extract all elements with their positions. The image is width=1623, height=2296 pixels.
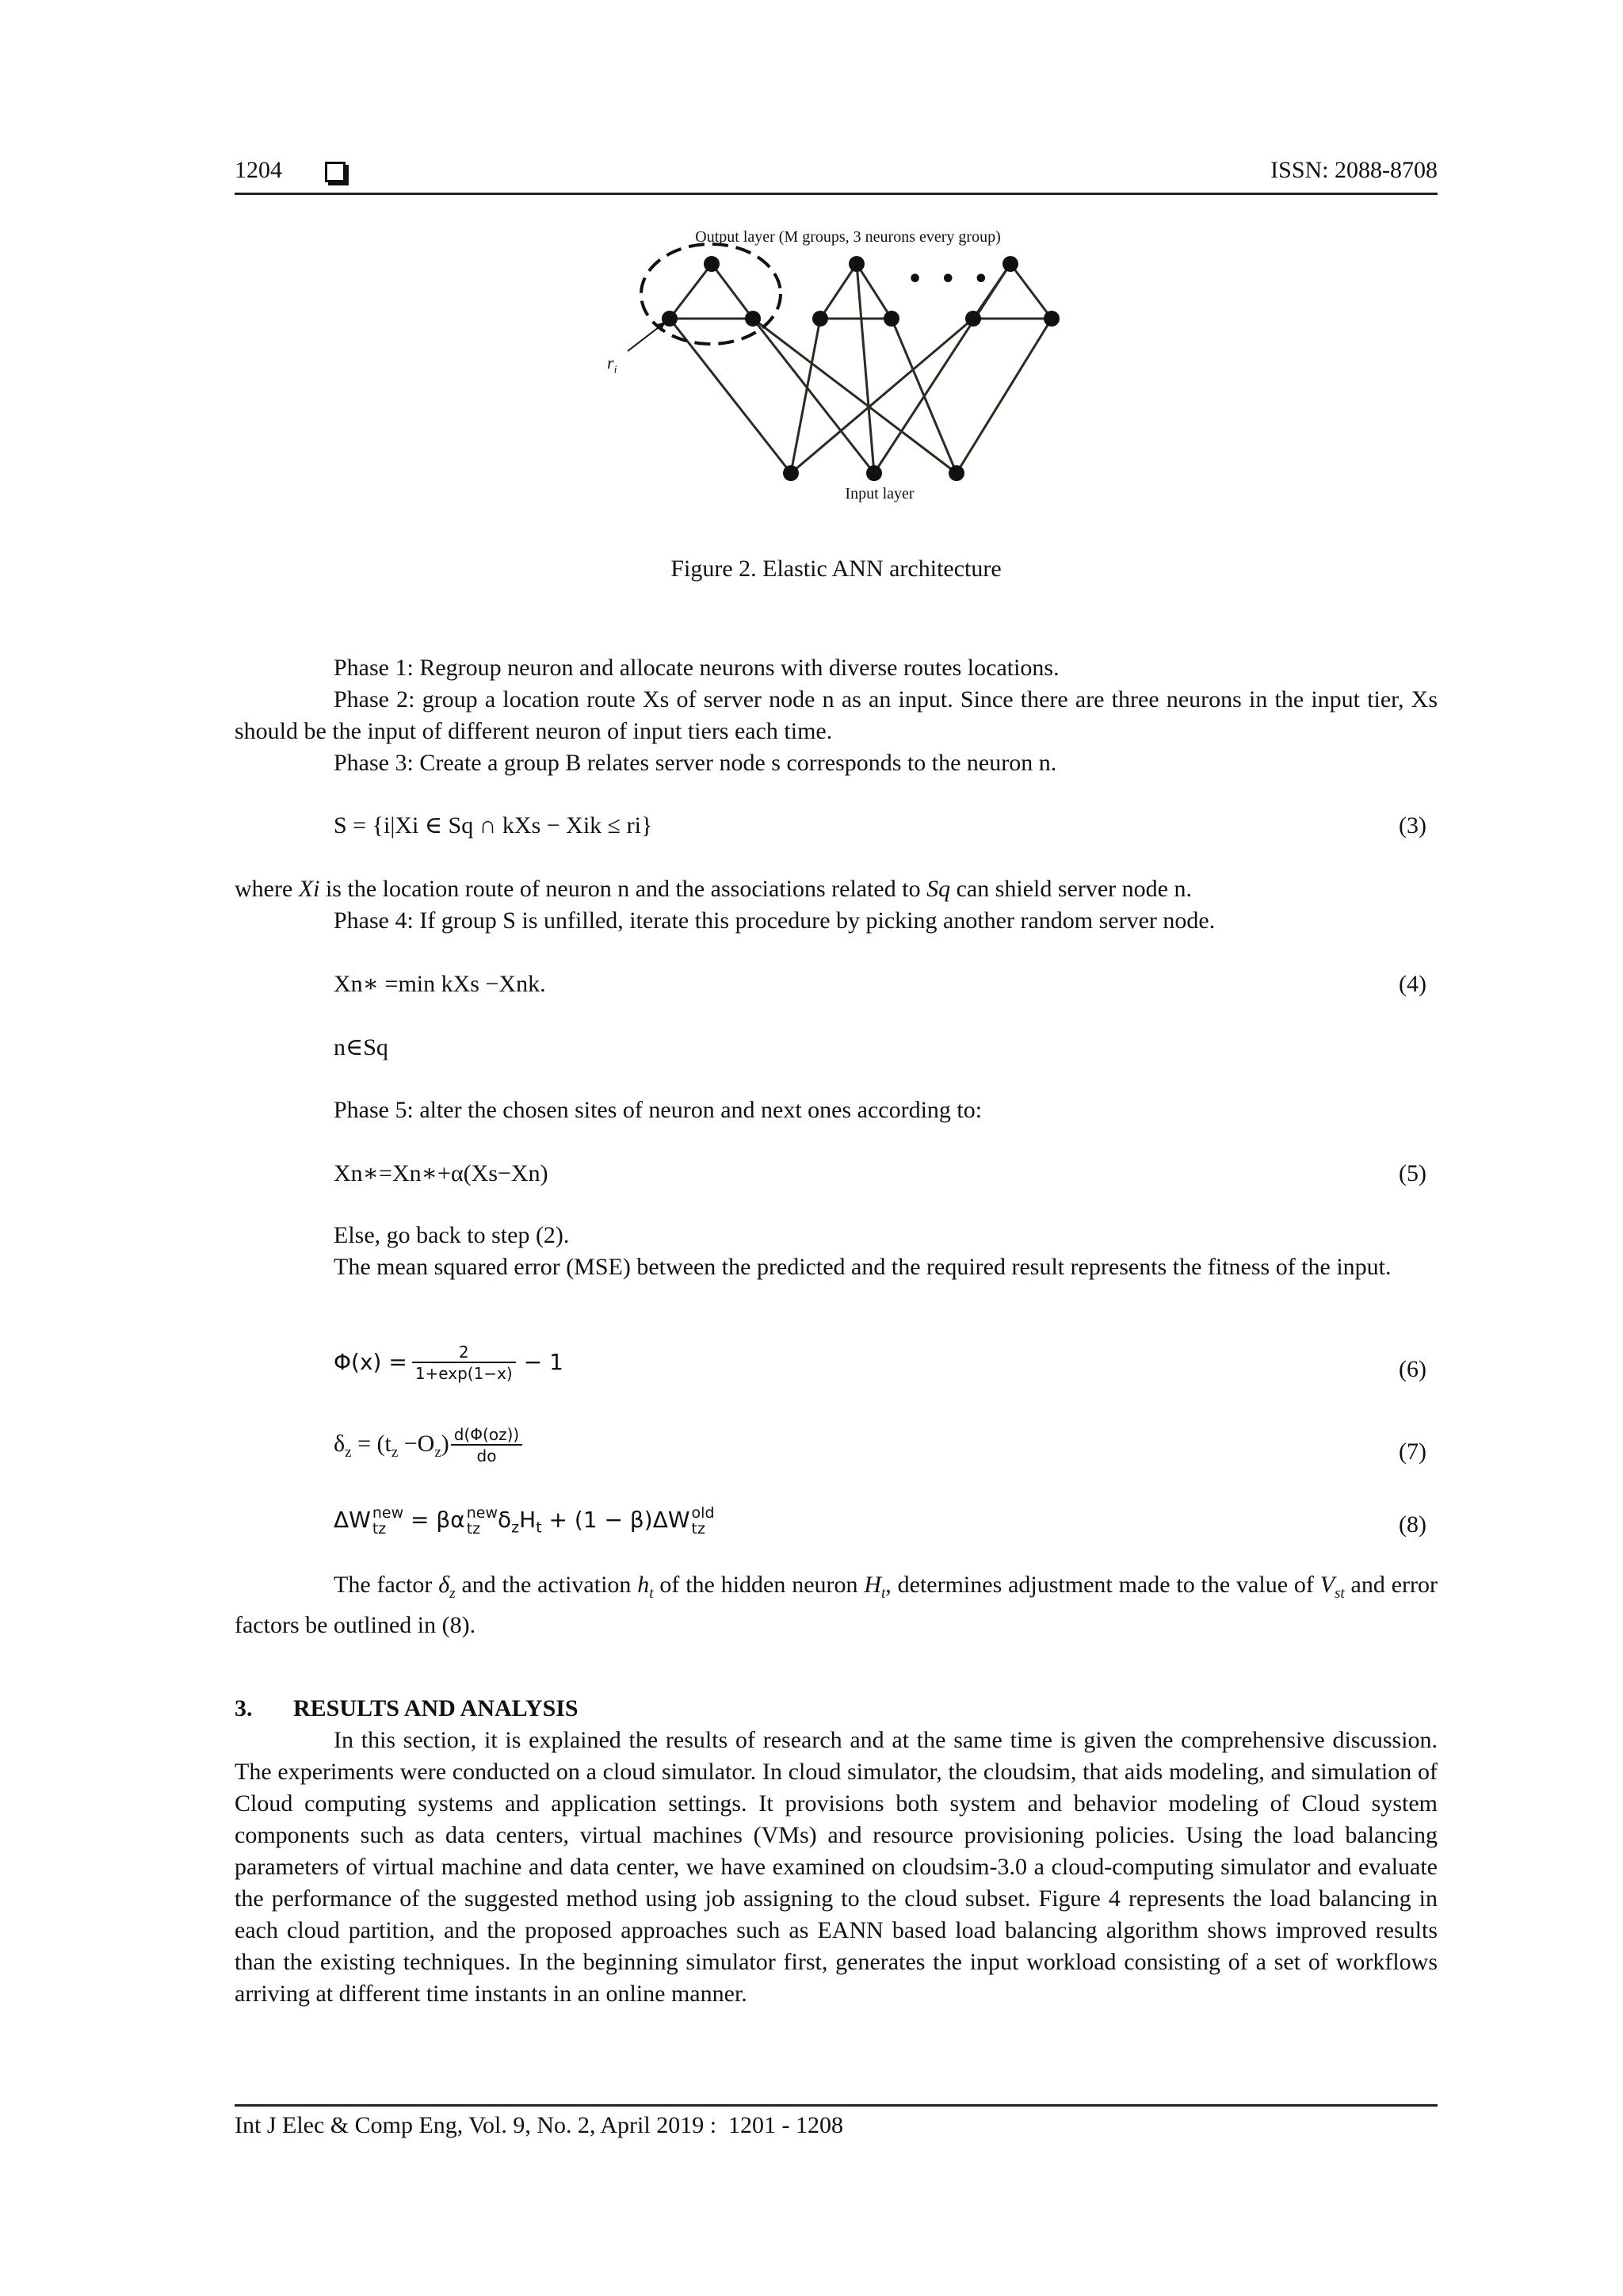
equation-3: S = {i|Xi ∈ Sq ∩ kXs − Xik ≤ ri} xyxy=(334,812,653,839)
phase-2: Phase 2: group a location route Xs of server node n as an input. Since there are three neurons in the input tier, Xs should be the input of different neuron of input tiers each time. xyxy=(235,686,1438,744)
figure-elastic-ann xyxy=(602,218,1078,511)
equation-4-number: (4) xyxy=(1399,971,1426,997)
phase-1: Phase 1: Regroup neuron and allocate neurons with diverse routes locations. xyxy=(334,655,1060,681)
phase-4: Phase 4: If group S is unfilled, iterate this procedure by picking another random server node. xyxy=(334,907,1216,934)
equation-5: Xn∗=Xn∗+α(Xs−Xn) xyxy=(334,1160,548,1186)
equation-8: ΔW new tz = βα new tz $\delta_zH_t + (1 - \beta)\Delta W$ old tz xyxy=(334,1504,715,1538)
square-icon xyxy=(325,162,346,182)
equation-4: Xn∗ =min kXs −Xnk. xyxy=(334,971,546,997)
equation-6: Φ(x) = $\frac{2}{1+\exp(1-x)}$ − 1 xyxy=(334,1343,563,1383)
page-number: 1204 xyxy=(235,157,282,183)
header-rule xyxy=(235,193,1438,195)
ellipsis-dots: • • • xyxy=(907,266,994,293)
output-layer-label: Output layer (M groups, 3 neurons every group) xyxy=(695,228,1001,246)
ri-label: $r_i$ xyxy=(607,353,617,376)
equation-3-number: (3) xyxy=(1399,812,1426,839)
else-text: Else, go back to step (2). xyxy=(334,1222,570,1248)
figure-caption: Figure 2. Elastic ANN architecture xyxy=(670,556,1002,582)
section-heading: 3. RESULTS AND ANALYSIS xyxy=(235,1695,579,1721)
equation-6-number: (6) xyxy=(1399,1356,1426,1382)
where-text: where Xi is the location route of neuron n and the associations related to Sq can shield server node n. xyxy=(235,876,1192,902)
equation-8-number: (8) xyxy=(1399,1511,1426,1538)
input-layer-label: Input layer xyxy=(845,485,915,502)
results-paragraph: In this section, it is explained the results of research and at the same time is given the comprehensive discussion. The experiments were conducted on a cloud simulator. In cloud simulator, the cloudsim, that aids modeling, and simulation of Cloud computing systems and application settings. It provisions both system and behavior modeling of Cloud system components such as data centers, virtual machines (VMs) and resource provisioning policies. Using the load balancing parameters of virtual machine and data center, we have examined on cloudsim-3.0 a cloud-computing simulator and evaluate the performance of the suggested method using job assigning to the cloud subset. Figure 4 represents the load balancing in each cloud partition, and the proposed approaches such as EANN based load balancing algorithm shows improved results than the existing techniques. In the beginning simulator first, generates the input workload consisting of a set of workflows arriving at different time instants in an online manner. xyxy=(235,1727,1438,2007)
equation-4-subscript: n∈Sq xyxy=(334,1034,388,1060)
network-diagram xyxy=(602,218,1078,511)
footer-rule xyxy=(235,2104,1438,2107)
equation-7-number: (7) xyxy=(1399,1438,1426,1465)
equation-7: $\delta_z = (t_z -O_z)$ $\frac{d(\Phi(oz))}{do}$ xyxy=(334,1425,530,1469)
issn: ISSN: 2088-8708 xyxy=(1270,157,1438,183)
footer-citation: Int J Elec & Comp Eng, Vol. 9, No. 2, April 2019 : 1201 - 1208 xyxy=(235,2112,844,2138)
phase-3: Phase 3: Create a group B relates server node s corresponds to the neuron n. xyxy=(334,750,1057,776)
mse-text: The mean squared error (MSE) between the predicted and the required result represents the fitness of the input. xyxy=(334,1254,1392,1280)
equation-5-number: (5) xyxy=(1399,1160,1426,1186)
factor-text: The factor $\delta_z$ and the activation $h_t$ of the hidden neuron $H_t$, determines adjustment made to the value of $V_{st}$ and error factors be outlined in (8). xyxy=(235,1572,1438,1638)
phase-5: Phase 5: alter the chosen sites of neuron and next ones according to: xyxy=(334,1097,983,1123)
